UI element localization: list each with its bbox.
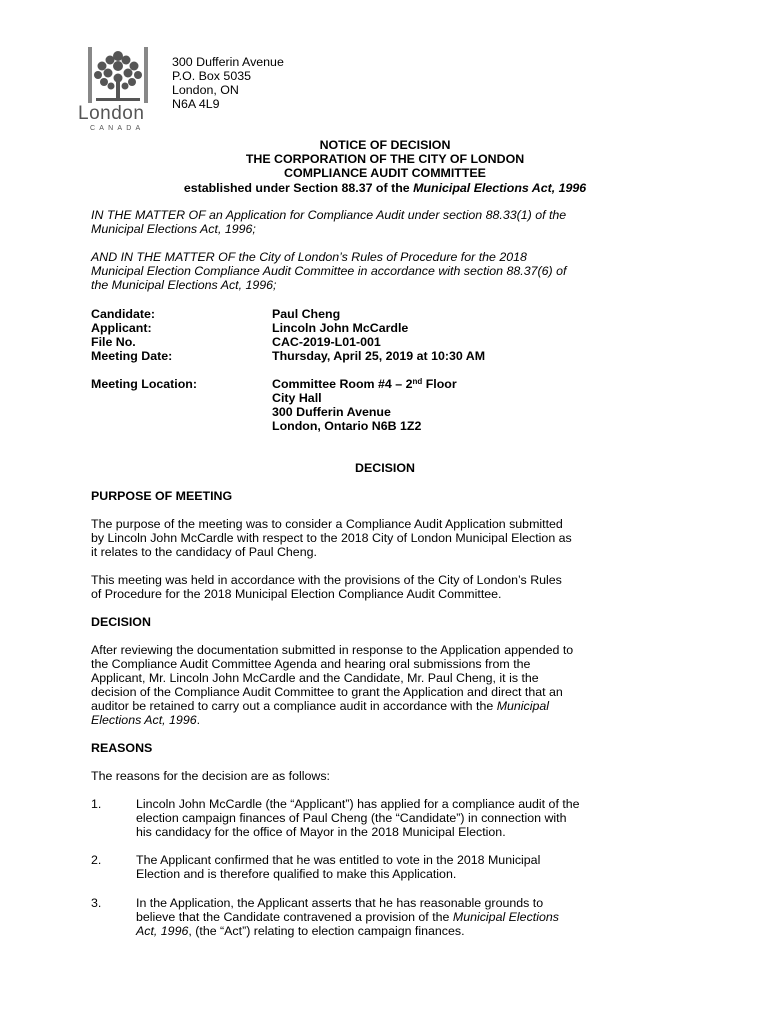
- reasons-intro: The reasons for the decision are as follows:: [91, 769, 330, 783]
- reasons-heading: REASONS: [91, 741, 153, 755]
- date-label: Meeting Date:: [91, 349, 173, 363]
- candidate-value: Paul Cheng: [272, 307, 341, 321]
- title-line: COMPLIANCE AUDIT COMMITTEE: [284, 166, 486, 181]
- title-line: established under Section 88.37 of the Municipal Elections Act, 1996: [183, 180, 587, 195]
- location-value: Committee Room #4 – 2nd Floor: [272, 377, 457, 391]
- meeting-location: [91, 377, 457, 433]
- matter-paragraph-2: AND IN THE MATTER OF the City of London’s Rules of Procedure for the 2018 Municipal Election Compliance Audit Committee in accordance with section 88.37(6) of the Municipal Elections Act, 1996;: [91, 250, 567, 293]
- logo-country: CANADA: [90, 125, 145, 132]
- purpose-paragraph-1: The purpose of the meeting was to consider a Compliance Audit Application submitted by Lincoln John McCardle with respect to the 2018 City of London Municipal Election as it relates to the candidacy of Paul Cheng.: [91, 517, 572, 560]
- candidate-label: Candidate:: [91, 307, 156, 321]
- reason-item-2: The Applicant confirmed that he was entitled to vote in the 2018 Municipal Election and is therefore qualified to make this Application.: [136, 853, 541, 882]
- location-value: City Hall: [272, 391, 322, 405]
- list-number: 3.: [91, 896, 102, 910]
- address-line: P.O. Box 5035: [172, 69, 251, 84]
- address-line: N6A 4L9: [172, 97, 220, 112]
- matter-paragraph-1: IN THE MATTER OF an Application for Compliance Audit under section 88.33(1) of the Municipal Elections Act, 1996;: [91, 208, 567, 237]
- list-number: 1.: [91, 797, 102, 811]
- location-label: Meeting Location:: [91, 377, 198, 391]
- reason-item-3: In the Application, the Applicant asserts that he has reasonable grounds to believe that the Candidate contravened a provision of the Municipal Elections Act, 1996, (the “Act”) relating to election campaign finances.: [136, 896, 559, 939]
- applicant-label: Applicant:: [91, 321, 152, 335]
- purpose-heading: PURPOSE OF MEETING: [91, 489, 233, 503]
- location-value: London, Ontario N6B 1Z2: [272, 419, 422, 433]
- location-value: 300 Dufferin Avenue: [272, 405, 391, 419]
- mailing-address: [172, 55, 284, 111]
- title-line: THE CORPORATION OF THE CITY OF LONDON: [245, 152, 525, 167]
- applicant-value: Lincoln John McCardle: [272, 321, 409, 335]
- address-line: 300 Dufferin Avenue: [172, 55, 284, 69]
- decision-heading: DECISION: [91, 615, 151, 629]
- file-label: File No.: [91, 335, 136, 349]
- file-value: CAC-2019-L01-001: [272, 335, 381, 349]
- document-title: [0, 138, 770, 195]
- purpose-paragraph-2: This meeting was held in accordance with the provisions of the City of London’s Rules of Procedure for the 2018 Municipal Election Compliance Audit Committee.: [91, 573, 562, 602]
- decision-section-heading: DECISION: [355, 461, 415, 475]
- address-line: London, ON: [172, 83, 239, 98]
- title-line: NOTICE OF DECISION: [319, 138, 451, 152]
- meeting-details: [91, 307, 485, 363]
- date-value: Thursday, April 25, 2019 at 10:30 AM: [272, 349, 486, 363]
- decision-paragraph: After reviewing the documentation submitted in response to the Application appended to the Compliance Audit Committee Agenda and hearing oral submissions from the Applicant, Mr. Lincoln John McCardle and the Candidate, Mr. Paul Cheng, it is the decision of the Compliance Audit Committee to grant the Application and direct that an auditor be retained to carry out a compliance audit in accordance with the Municipal Elections Act, 1996.: [91, 643, 574, 728]
- list-number: 2.: [91, 853, 102, 867]
- logo-wordmark: London: [78, 103, 145, 124]
- reason-item-1: Lincoln John McCardle (the “Applicant”) has applied for a compliance audit of the election campaign finances of Paul Cheng (the “Candidate”) in connection with his candidacy for the office of Mayor in the 2018 Municipal Election.: [136, 797, 580, 840]
